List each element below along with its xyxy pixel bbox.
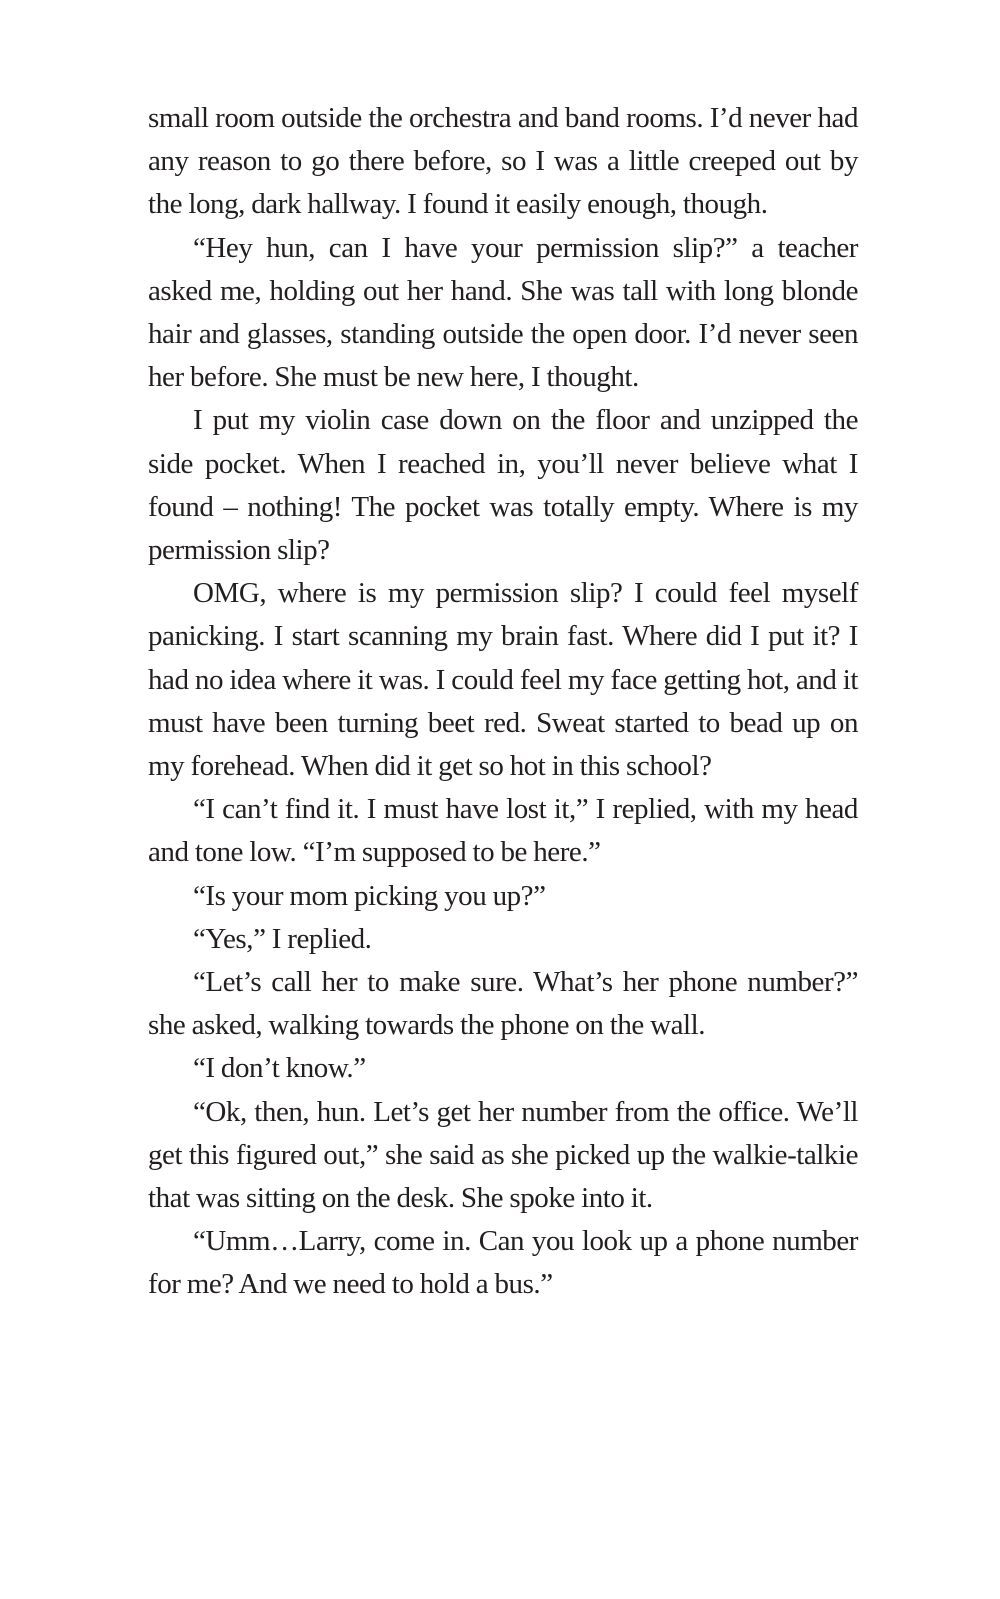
paragraph-continuation: small room outside the orchestra and band rooms. I’d never had any reason to go there before, so I was a little creeped out by the long, dark hallway. I found it easily enough, though.	[148, 102, 858, 221]
paragraph-yes-reply: “Yes,” I replied.	[193, 922, 372, 955]
paragraph-violin-case: I put my violin case down on the floor and unzipped the side pocket. When I reached in, you’ll never believe what I found – nothing! The pocket was totally empty. Where is my permission slip?	[148, 404, 858, 567]
paragraph-panicking: OMG, where is my permission slip? I could feel myself panicking. I start scanning my brain fast. Where did I put it? I had no idea where it was. I could feel my face getting hot, and it must have been turning beet red. Sweat started to bead up on my forehead. When did it get so hot in this school?	[148, 577, 858, 783]
paragraph-cant-find-it: “I can’t find it. I must have lost it,” I replied, with my head and tone low. “I’m supposed to be here.”	[148, 793, 858, 869]
paragraph-office-number: “Ok, then, hun. Let’s get her number from the office. We’ll get this figured out,” she said as she picked up the walkie-talkie that was sitting on the desk. She spoke into it.	[148, 1095, 858, 1215]
paragraph-permission-slip-request: “Hey hun, can I have your permission slip?” a teacher asked me, holding out her hand. She was tall with long blonde hair and glasses, standing outside the open door. I’d never seen her before. She must be new here, I thought.	[148, 231, 858, 394]
paragraph-dont-know: “I don’t know.”	[193, 1052, 366, 1085]
paragraph-walkie-talkie-call: “Umm…Larry, come in. Can you look up a phone number for me? And we need to hold a bus.”	[148, 1225, 858, 1301]
paragraph-mom-pickup-question: “Is your mom picking you up?”	[193, 879, 546, 912]
book-page-body	[148, 97, 858, 1307]
paragraph-phone-number-question: “Let’s call her to make sure. What’s her phone number?” she asked, walking towards the phone on the wall.	[148, 966, 858, 1042]
